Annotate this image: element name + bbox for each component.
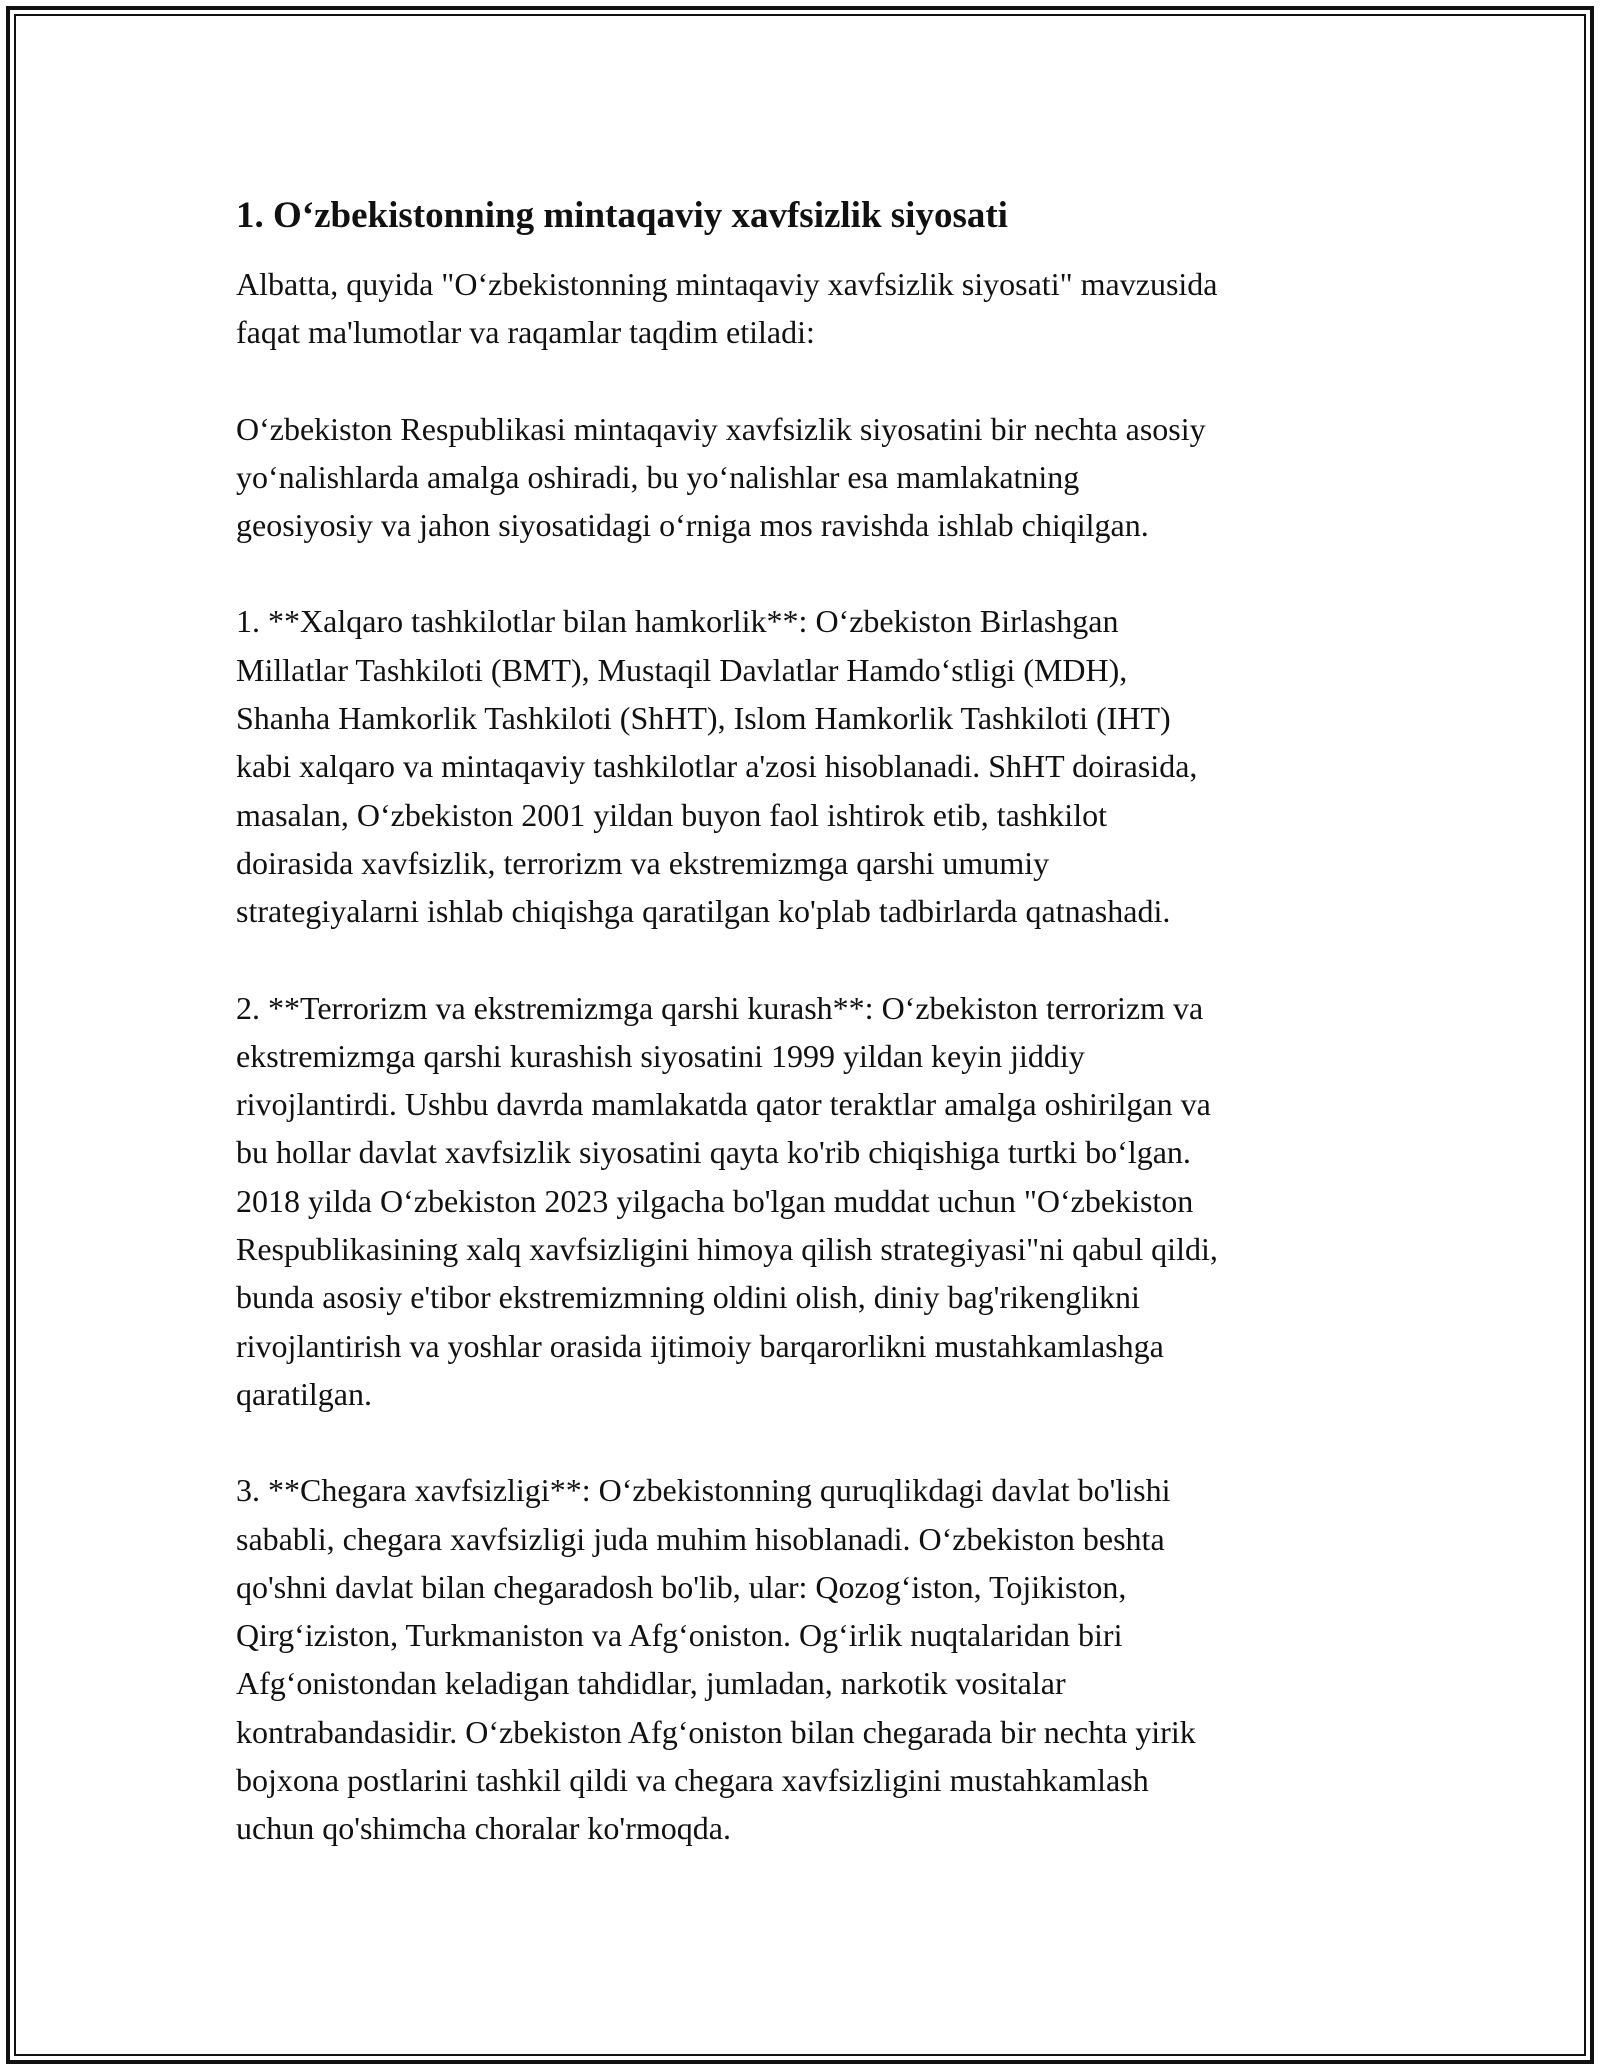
document-title: 1. O‘zbekistonning mintaqaviy xavfsizlik siyosati (236, 195, 1008, 236)
intro-paragraph: Albatta, quyida "O‘zbekistonning mintaqaviy xavfsizlik siyosati" mavzusida faqat ma'lumotlar va raqamlar taqdim etiladi: (236, 266, 1218, 351)
document-body (236, 188, 1366, 1853)
section-international-cooperation: 1. **Xalqaro tashkilotlar bilan hamkorlik**: O‘zbekiston Birlashgan Millatlar Tashkiloti (BMT), Mustaqil Davlatlar Hamdo‘stligi (MDH), Shanha Hamkorlik Tashkiloti (ShHT), Islom Hamkorlik Tashkiloti (IHT) kabi xalqaro va mintaqaviy tashkilotlar a'zosi hisoblanadi. ShHT doirasida, masalan, O‘zbekiston 2001 yildan buyon faol ishtirok etib, tashkilot doirasida xavfsizlik, terrorizm va ekstremizmga qarshi umumiy strategiyalarni ishlab chiqishga qaratilgan ko'plab tadbirlarda qatnashadi. (236, 603, 1198, 930)
section-counter-terrorism: 2. **Terrorizm va ekstremizmga qarshi kurash**: O‘zbekiston terrorizm va ekstremizmga qarshi kurashish siyosatini 1999 yildan keyin jiddiy rivojlantirdi. Ushbu davrda mamlakatda qator teraktlar amalga oshirilgan va bu hollar davlat xavfsizlik siyosatini qayta ko'rib chiqishiga turtki bo‘lgan. 2018 yilda O‘zbekiston 2023 yilgacha bo'lgan muddat uchun "O‘zbekiston Respublikasining xalq xavfsizligini himoya qilish strategiyasi"ni qabul qildi, bunda asosiy e'tibor ekstremizmning oldini olish, diniy bag'rikenglikni rivojlantirish va yoshlar orasida ijtimoiy barqarorlikni mustahkamlashga qaratilgan. (236, 989, 1218, 1412)
overview-paragraph: O‘zbekiston Respublikasi mintaqaviy xavfsizlik siyosatini bir nechta asosiy yo‘nalishlarda amalga oshiradi, bu yo‘nalishlar esa mamlakatning geosiyosiy va jahon siyosatidagi o‘rniga mos ravishda ishlab chiqilgan. (236, 410, 1206, 544)
section-border-security: 3. **Chegara xavfsizligi**: O‘zbekistonning quruqlikdagi davlat bo'lishi sababli, chegara xavfsizligi juda muhim hisoblanadi. O‘zbekiston beshta qo'shni davlat bilan chegaradosh bo'lib, ular: Qozog‘iston, Tojikiston, Qirg‘iziston, Turkmaniston va Afg‘oniston. Og‘irlik nuqtalaridan biri Afg‘onistondan keladigan tahdidlar, jumladan, narkotik vositalar kontrabandasidir. O‘zbekiston Afg‘oniston bilan chegarada bir nechta yirik bojxona postlarini tashkil qildi va chegara xavfsizligini mustahkamlash uchun qo'shimcha choralar ko'rmoqda. (236, 1472, 1196, 1847)
